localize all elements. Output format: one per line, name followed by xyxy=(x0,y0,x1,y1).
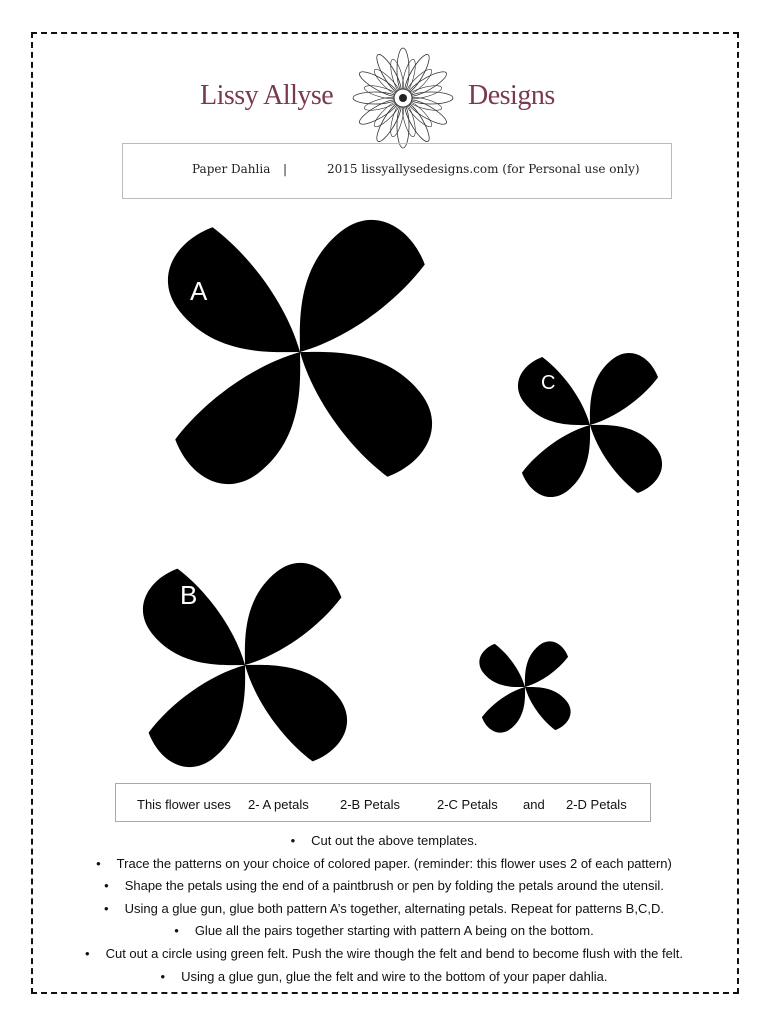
instruction-step: • Shape the petals using the end of a paintbrush or pen by folding the petals around the utensil. xyxy=(104,878,664,894)
pattern-a-label: A xyxy=(190,276,208,306)
step-text: Using a glue gun, glue the felt and wire to the bottom of your paper dahlia. xyxy=(181,968,608,984)
pattern-d-label: D xyxy=(520,651,529,665)
step-text: Cut out a circle using green felt. Push the wire though the felt and bend to become flush with the felt. xyxy=(105,945,683,961)
step-text: Trace the patterns on your choice of colored paper. (reminder: this flower uses 2 of each pattern) xyxy=(116,855,672,871)
instruction-step: • Trace the patterns on your choice of colored paper. (reminder: this flower uses 2 of each pattern) xyxy=(96,855,672,871)
copyright-credit: 2015 lissyallysedesigns.com (for Personal use only) xyxy=(327,162,640,176)
step-text: Shape the petals using the end of a paintbrush or pen by folding the petals around the utensil. xyxy=(124,878,664,894)
usage-item: and xyxy=(523,797,545,812)
sunflower-logo-icon xyxy=(353,48,453,148)
brand-name-left: Lissy Allyse xyxy=(200,80,334,111)
pattern-b-label: B xyxy=(180,580,198,610)
pattern-c-shape xyxy=(507,342,672,507)
instruction-list xyxy=(32,830,736,988)
step-text: Using a glue gun, glue both pattern A’s together, alternating petals. Repeat for patterns B,C,D. xyxy=(124,900,664,916)
usage-item: 2- A petals xyxy=(248,797,309,812)
instruction-step: • Glue all the pairs together starting with pattern A being on the bottom. xyxy=(174,923,594,939)
usage-item: 2-B Petals xyxy=(340,797,400,812)
instruction-step: • Cut out a circle using green felt. Push the wire though the felt and bend to become flush with the felt. xyxy=(85,945,683,961)
document-title: Paper Dahlia xyxy=(192,162,271,176)
usage-item: 2-C Petals xyxy=(437,797,498,812)
instruction-step: • Using a glue gun, glue the felt and wire to the bottom of your paper dahlia. xyxy=(160,968,608,984)
step-text: Cut out the above templates. xyxy=(311,833,478,848)
usage-item: 2-D Petals xyxy=(566,797,627,812)
instruction-step: • Cut out the above templates. xyxy=(290,833,478,848)
pattern-c-label: C xyxy=(541,372,556,394)
header-separator: | xyxy=(283,162,288,176)
usage-intro: This flower uses xyxy=(137,797,231,812)
step-text: Glue all the pairs together starting with pattern A being on the bottom. xyxy=(194,923,594,939)
pattern-b-shape xyxy=(128,548,362,782)
pattern-a-shape xyxy=(149,201,452,504)
brand-name-right: Designs xyxy=(468,80,555,111)
instruction-step: • Using a glue gun, glue both pattern A’s together, alternating petals. Repeat for patterns B,C,D. xyxy=(104,900,664,916)
